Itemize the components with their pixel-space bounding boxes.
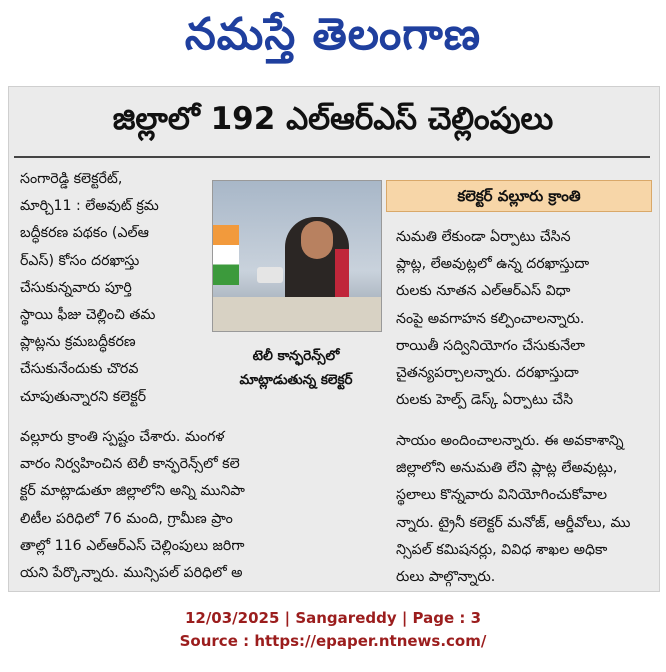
headline-divider <box>14 156 650 158</box>
body-line: న్సిపల్ కమిషనర్లు, వివిధ శాఖల అధికా <box>396 541 608 558</box>
body-line: ప్లాట్లను క్రమబద్ధీకరణ <box>20 334 136 351</box>
body-line: వల్లూరు క్రాంతి స్పష్టం చేశారు. మంగళ <box>20 429 225 445</box>
body-line: రాయితీ సద్వినియోగం చేసుకునేలా <box>396 337 586 354</box>
body-line: యని పేర్కొన్నారు. మున్సిపల్ పరిధిలో అ <box>20 564 243 581</box>
footer-date-edition: 12/03/2025 | Sangareddy | Page : 3 <box>184 609 482 627</box>
body-line: వారం నిర్వహించిన టెలీ కాన్ఫరెన్స్‌లో కలె <box>20 456 240 473</box>
telephone-icon <box>257 267 283 283</box>
article-right-column <box>396 224 652 414</box>
body-line: జిల్లాలోని అనుమతి లేని ప్లాట్ల లేఅవుట్లు, <box>396 460 618 477</box>
body-line: రులకు హెల్ప్ డెస్క్ ఏర్పాటు చేసి <box>396 392 574 409</box>
body-line: స్థాయి ఫీజు చెల్లించి తమ <box>20 306 156 323</box>
body-line: బద్ధీకరణ పథకం (ఎల్ఆ <box>20 225 149 242</box>
article-headline: జిల్లాలో 192 ఎల్ఆర్ఎస్ చెల్లింపులు <box>112 101 554 137</box>
body-line: క్టర్ మాట్లాడుతూ జిల్లాలోని అన్ని మునిపా <box>20 483 245 500</box>
desk-surface <box>213 297 381 331</box>
body-line: లిటీల పరిధిలో 76 మంది, గ్రామీణ ప్రాం <box>20 510 233 527</box>
body-line: ప్లాట్ల, లేఅవుట్లలో ఉన్న దరఖాస్తుదా <box>396 256 590 273</box>
body-line: న్నారు. ట్రైనీ కలెక్టర్ మనోజ్, ఆర్డీవోలు, ము <box>396 514 631 531</box>
body-line: నుమతి లేకుండా ఏర్పాటు చేసిన <box>396 229 571 245</box>
newspaper-masthead: నమస్తే తెలంగాణ <box>184 9 482 60</box>
body-line: చూపుతున్నారని కలెక్టర్ <box>20 388 147 405</box>
article-right-lower-column <box>396 428 652 591</box>
body-line: రులు పాల్గొన్నారు. <box>396 568 496 585</box>
body-line: చేసుకున్నవారు పూర్తి <box>20 279 132 296</box>
flag-image <box>213 225 239 285</box>
body-line: మార్చి11 : లేఅవుట్ క్రమ <box>20 198 159 215</box>
body-line: రులకు నూతన ఎల్ఆర్ఎస్ విధా <box>396 283 571 300</box>
article-left-lower-column <box>20 424 408 587</box>
photo-caption <box>212 344 380 392</box>
body-line: తాల్లో 116 ఎల్ఆర్ఎస్ చెల్లింపులు జరిగా <box>20 537 245 554</box>
footer-source: Source : https://epaper.ntnews.com/ <box>179 632 487 650</box>
body-line: చైతన్యపర్చాలన్నారు. దరఖాస్తుదా <box>396 364 579 381</box>
body-line: సంగారెడ్డి కలెక్టరేట్, <box>20 171 123 187</box>
body-line: ర్ఎస్) కోసం దరఖాస్తు <box>20 252 140 269</box>
caption-line: మాట్లాడుతున్న కలెక్టర్ <box>239 372 353 388</box>
body-line: నంపై అవగాహన కల్పించాలన్నారు. <box>396 310 585 327</box>
person-face <box>301 221 333 259</box>
body-line: సాయం అందించాలన్నారు. ఈ అవకాశాన్ని <box>396 433 624 449</box>
caption-line: టెలీ కాన్ఫరెన్స్‌లో <box>252 348 340 364</box>
collector-name-box: కలెక్టర్ వల్లూరు క్రాంతి <box>386 180 652 212</box>
article-left-column <box>20 166 206 411</box>
body-line: స్థలాలు కొన్నవారు వినియోగించుకోవాల <box>396 487 608 504</box>
body-line: చేసుకునేందుకు చొరవ <box>20 361 139 378</box>
collector-photo <box>212 180 382 332</box>
